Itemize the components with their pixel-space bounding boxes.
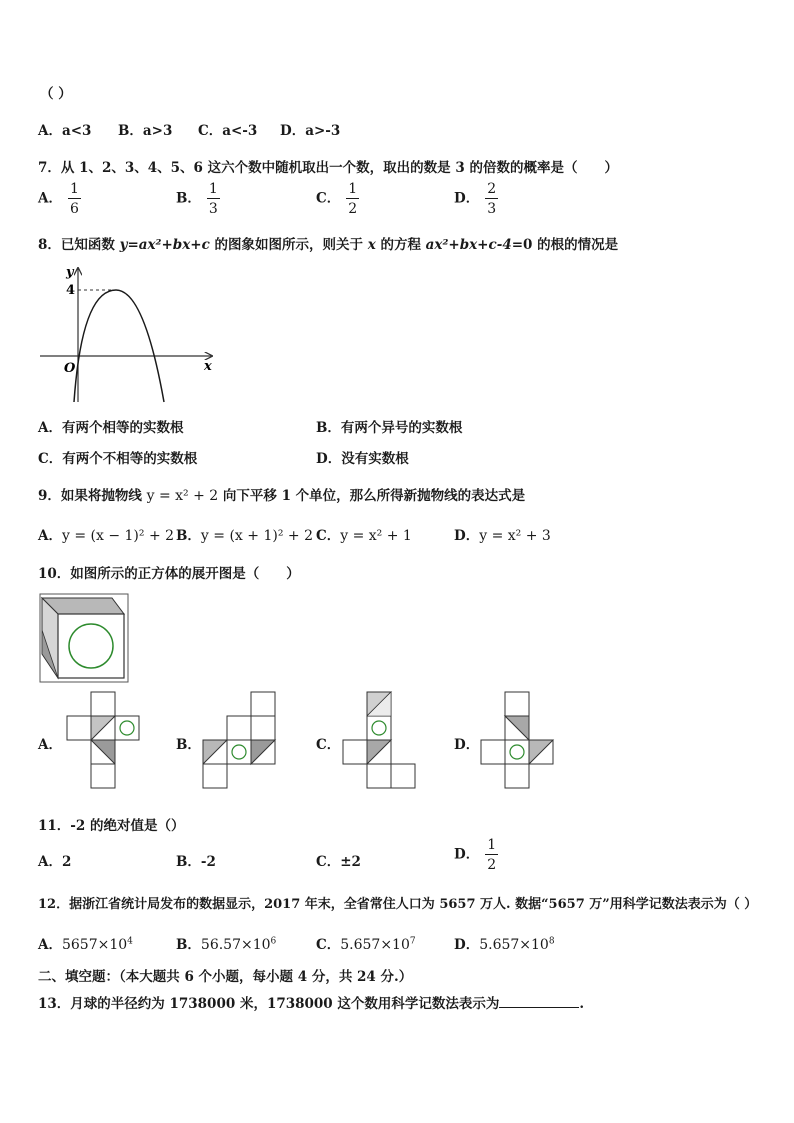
q7-option-d-label: D． — [454, 190, 480, 207]
q8-option-b: B．有两个异号的实数根 — [316, 420, 463, 436]
q7-option-b-label: B． — [176, 190, 201, 207]
q9-option-a-expr: y = (x − 1)² + 2 — [61, 528, 175, 544]
q7-option-c — [316, 182, 359, 216]
q10-option-d-net — [476, 690, 558, 790]
q7-option-b — [176, 182, 220, 216]
fraction — [485, 182, 498, 216]
q12-option-c-exponent: 7 — [409, 936, 416, 947]
q8-stem-part: 的方程 — [375, 237, 426, 253]
q11-option-b: B．-2 — [176, 854, 216, 870]
q10-option-a-net — [62, 690, 144, 790]
fraction — [346, 182, 359, 216]
q8-option-a: A．有两个相等的实数根 — [38, 420, 184, 436]
denominator: 2 — [487, 857, 497, 873]
x-axis-label: x — [204, 359, 212, 374]
q8-function: y=ax²+bx+c — [119, 237, 210, 253]
q12-option-a-exponent: 4 — [127, 936, 133, 947]
q8-variable: x — [367, 237, 376, 253]
q12-option-b-label: B． — [176, 937, 201, 953]
numerator: 2 — [487, 181, 497, 197]
q8-stem-part: =0 的根的情况是 — [511, 237, 619, 253]
q9-option-b — [176, 524, 313, 544]
q6-stem-tail: （ ） — [40, 86, 72, 102]
q13-stem — [38, 992, 584, 1012]
q13-tail: . — [579, 996, 585, 1012]
y-axis-label: y — [66, 265, 74, 280]
q12-option-c-base: 5.657×10 — [340, 937, 410, 953]
q9-option-d-label: D． — [454, 528, 480, 544]
q8-option-d: D．没有实数根 — [316, 451, 409, 467]
q10-stem: 10．如图所示的正方体的展开图是（ ） — [38, 566, 300, 582]
denominator: 6 — [69, 201, 79, 217]
q6-option-a: A．a<3 — [38, 123, 92, 139]
q8-equation: ax²+bx+c-4 — [425, 237, 512, 253]
q12-option-b-exponent: 6 — [270, 936, 277, 947]
q12-option-d — [454, 933, 555, 953]
section-2-title: 二、填空题：（本大题共 6 个小题，每小题 4 分，共 24 分.） — [38, 969, 413, 985]
q10-cube-figure — [38, 592, 130, 684]
q12-option-d-label: D． — [454, 937, 480, 953]
denominator: 2 — [348, 201, 358, 217]
q10-option-a-label: A． — [38, 737, 62, 753]
q11-option-d-label: D． — [454, 846, 480, 863]
q9-stem — [38, 484, 525, 504]
q9-stem-part: 9．如果将抛物线 — [38, 488, 147, 504]
q7-option-a — [38, 182, 81, 216]
q12-option-a-base: 5657×10 — [61, 937, 128, 953]
q9-option-b-label: B． — [176, 528, 201, 544]
q10-option-c-net — [338, 690, 420, 790]
q8-stem-part: 的图象如图所示，则关于 — [209, 237, 368, 253]
q8-parabola-graph — [36, 262, 220, 410]
peak-value-label: 4 — [66, 283, 76, 298]
q9-option-b-expr: y = (x + 1)² + 2 — [200, 528, 313, 544]
origin-label: O — [64, 361, 76, 376]
q12-option-b — [176, 933, 276, 953]
numerator: 1 — [208, 181, 218, 197]
q7-option-a-label: A． — [38, 190, 62, 207]
q12-option-a — [38, 933, 133, 953]
q6-option-d: D．a>-3 — [280, 123, 341, 139]
q12-option-d-exponent: 8 — [548, 936, 555, 947]
q8-stem — [38, 233, 618, 253]
denominator: 3 — [208, 201, 218, 217]
q12-option-d-base: 5.657×10 — [479, 937, 549, 953]
numerator: 1 — [348, 181, 358, 197]
numerator: 1 — [487, 837, 497, 853]
q10-option-c-label: C． — [316, 737, 341, 753]
answer-blank[interactable] — [499, 995, 579, 1008]
q6-option-c: C．a<-3 — [198, 123, 258, 139]
q12-stem: 12．据浙江省统计局发布的数据显示，2017 年末，全省常住人口为 5657 万人. 数据“5657 万”用科学记数法表示为（ ） — [38, 897, 758, 912]
q10-option-b-net — [198, 690, 280, 790]
fraction — [68, 182, 81, 216]
q6-option-b: B．a>3 — [118, 123, 173, 139]
q9-option-a — [38, 524, 174, 544]
q12-option-a-label: A． — [38, 937, 62, 953]
q9-option-c — [316, 524, 412, 544]
parabola-curve — [74, 290, 164, 402]
q9-stem-part: 向下平移 1 个单位，那么所得新抛物线的表达式是 — [218, 488, 526, 504]
q11-option-d — [454, 838, 498, 872]
fraction — [207, 182, 220, 216]
q13-stem-text: 13．月球的半径约为 1738000 米，1738000 这个数用科学记数法表示为 — [38, 996, 500, 1012]
q9-option-c-label: C． — [316, 528, 341, 544]
q12-option-b-base: 56.57×10 — [200, 937, 271, 953]
q9-option-c-expr: y = x² + 1 — [340, 528, 412, 544]
fraction — [485, 838, 498, 872]
q10-option-b-label: B． — [176, 737, 201, 753]
q9-option-d-expr: y = x² + 3 — [479, 528, 551, 544]
denominator: 3 — [487, 201, 497, 217]
q11-option-c: C．±2 — [316, 854, 361, 870]
q8-option-c: C．有两个不相等的实数根 — [38, 451, 198, 467]
q10-option-d-label: D． — [454, 737, 480, 753]
q9-option-d — [454, 524, 551, 544]
q12-option-c-label: C． — [316, 937, 341, 953]
numerator: 1 — [69, 181, 79, 197]
q9-equation: y = x² + 2 — [146, 488, 219, 504]
q7-option-c-label: C． — [316, 190, 341, 207]
q12-option-c — [316, 933, 416, 953]
q11-option-a: A．2 — [38, 854, 72, 870]
q11-stem: 11．-2 的绝对值是（） — [38, 818, 185, 834]
q7-stem: 7．从 1、2、3、4、5、6 这六个数中随机取出一个数，取出的数是 3 的倍数的概率是（ ） — [38, 160, 618, 176]
q8-stem-part: 8．已知函数 — [38, 237, 120, 253]
q9-option-a-label: A． — [38, 528, 62, 544]
q7-option-d — [454, 182, 498, 216]
